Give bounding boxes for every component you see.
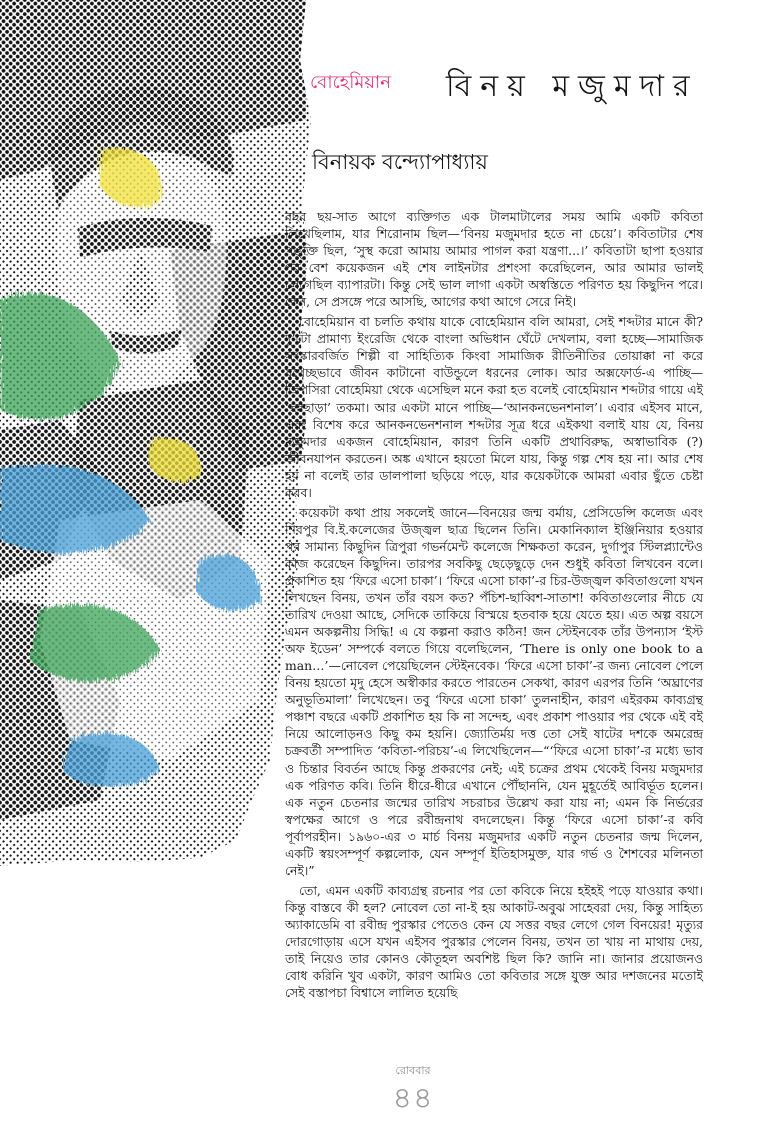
- page-number: ৪৪: [392, 1081, 434, 1116]
- paragraph-4: তো, এমন একটি কাব্যগ্রন্থ রচনার পর তো কবিকে নিয়ে হইহই পড়ে যাওয়ার কথা। কিন্তু বাস্তবে কী হল? নোবেল তো না-ই হয় আকাট-অবুঝ সাহেবরা দেয়, কিন্তু সাহিত্য অ্যাকাডেমি বা রবীন্দ্র পুরস্কার পেতেও কেন যে সত্তর বছর লেগে গেল বিনয়ের! মৃত্যুর দোরগোড়ায় এসে যখন এইসব পুরস্কার পেলেন বিনয়, তখন তা খায় না মাথায় দেয়, তাই নিয়েও তার কোনও কৌতূহল অবশিষ্ট ছিল কি? জানি না। জানার প্রয়োজনও বোধ করিনি খুব একটা, কারণ আমিও তো কবিতার সঙ্গে যুক্ত আর দশজনের মতোই সেই বস্তাপচা বিশ্বাসে লালিত হয়েছি: [285, 882, 703, 1001]
- paragraph-1: বছর ছয়-সাত আগে ব্যক্তিগত এক টালমাটালের সময় আমি একটি কবিতা লিখেছিলাম, যার শিরোনাম ছিল—‘বিনয় মজুমদার হতে না চেয়ে’। কবিতাটার শেষ পঙ্‌ক্তি ছিল, ‘সুস্থ করো আমায় আমার পাগল করা যন্ত্রণা...।’ কবিতাটা ছাপা হওয়ার পর বেশ কয়েকজন এই শেষ লাইনটার প্রশংসা করেছিলেন, আর আমার ভালই লেগেছিল ব্যাপারটা। কিন্তু সেই ভাল লাগা একটা অস্বস্তিতে পরিণত হয় কিছুদিন পরে। কেন, সে প্রসঙ্গে পরে আসছি, আগের কথা আগে সেরে নিই।: [285, 209, 703, 310]
- article-body: [285, 208, 703, 1004]
- magazine-name: রোববার: [395, 1064, 431, 1077]
- author-byline: বিনায়ক বন্দ্যোপাধ্যায়: [312, 150, 488, 174]
- paragraph-3: কয়েকটা কথা প্রায় সকলেই জানে—বিনয়ের জন্ম বর্মায়, প্রেসিডেন্সি কলেজ এবং শিবপুর বি.ই.কলেজের উজ্জ্বল ছাত্র ছিলেন তিনি। মেকানিক্যাল ইঞ্জিনিয়ার হওয়ার পর সামান্য কিছুদিন ত্রিপুরা গভর্নমেন্ট কলেজে শিক্ষকতা করেন, দুর্গাপুর স্টিলপ্ল্যান্টেও কাজ করেছেন কিছুদিন। তারপর সবকিছু ছেড়েছুড়ে দেন শুধুই কবিতা লিখবেন বলে। প্রকাশিত হয় ‘ফিরে এসো চাকা’। ‘ফিরে এসো চাকা’-র চির-উজ্জ্বল কবিতাগুলো যখন লিখছেন বিনয়, তখন তাঁর বয়স কত? পঁচিশ-ছাব্বিশ-সাতাশ! কবিতাগুলোর নীচে যে তারিখ দেওয়া আছে, সেদিকে তাকিয়ে বিস্ময়ে হতবাক হয়ে যেতে হয়। এত অল্প বয়সে এমন অকল্পনীয় সিদ্ধি! এ যে কল্পনা করাও কঠিন! জন স্টেইনবেক তাঁর উপন্যাস ‘ইস্ট অফ ইডেন’ সম্পর্কে বলতে গিয়ে বলেছিলেন, ‘There is only one book to a man…’—নোবেল পেয়েছিলেন স্টেইনবেক। ‘ফিরে এসো চাকা’-র জন্য নোবেল পেলে বিনয় হয়তো মৃদু হেসে অস্বীকার করতে পারতেন সেকথা, কারণ এরপর তিনি ‘অঘ্রাণের অনুভূতিমালা’ লিখেছেন। তবু ‘ফিরে এসো চাকা’ তুলনাহীন, কারণ এইরকম কাব্যগ্রন্থ পঞ্চাশ বছরে একটি প্রকাশিত হয় কি না সন্দেহ, এবং প্রকাশ পাওয়ার পর থেকে এই বই নিয়ে আলোড়নও কিছু কম হয়নি। জ্যোতির্ময় দত্ত তো সেই ষাটের দশকে অমরেন্দ্র চক্রবর্তী সম্পাদিত ‘কবিতা-পরিচয়’-এ লিখেছিলেন—“‘ফিরে এসো চাকা’-র মধ্যে ভাব ও চিন্তার বিবর্তন আছে কিন্তু প্রকরণের নেই; এই চক্রের প্রথম থেকেই বিনয় মজুমদার এক পরিণত কবি। তিনি ধীরে-ধীরে এখানে পৌঁছাননি, যেন মুহূর্তেই আবির্ভূত হলেন। এক নতুন চেতনার জন্মের তারিখ সচরাচর উল্লেখ করা যায় না; এমন কি নির্ভরের স্বপক্ষের আগে ও পরে রবীন্দ্রনাথ বদলেছেন। কিন্তু ‘ফিরে এসো চাকা’-র কবি পূর্বাপরহীন। ১৯৬০-এর ৩ মার্চ বিনয় মজুমদার একটি নতুন চেতনার জন্ম দিলেন, একটি স্বয়ংসম্পূর্ণ কল্পলোক, যেন সম্পূর্ণ ইতিহাসমুক্ত, যার গর্ভ ও শৈশবের মলিনতা নেই।”: [285, 504, 703, 878]
- section-kicker: বোহেমিয়ান: [310, 72, 391, 93]
- article-title: বিনয় মজুমদার: [446, 69, 699, 104]
- paragraph-2: বোহেমিয়ান বা চলতি কথায় যাকে বোহেমিয়ান বলি আমরা, সেই শব্দটার মানে কী? দু’টো প্রামাণ্য ইংরেজি থেকে বাংলা অভিধান ঘেঁটে দেখলাম, বলা হচ্ছে—সামাজিক সংস্কারবর্জিত শিল্পী বা সাহিত্যিক কিংবা সামাজিক রীতিনীতির তোয়াক্কা না করে যথেচ্ছভাবে জীবন কাটানো বাউন্ডুলে ধরনের লোক। আর অক্সফোর্ড-এ পাচ্ছি—জিপসিরা বোহেমিয়া থেকে এসেছিল মনে করা হত বলেই বোহেমিয়ান শব্দটার গায়ে এই ‘ছন্নছাড়া’ তকমা। আর একটা মানে পাচ্ছি—‘আনকনভেনশনাল’। এবার এইসব মানে, এবং বিশেষ করে আনকনভেনশনাল শব্দটার সূত্র ধরে এইকথা বলাই যায় যে, বিনয় মজুমদার একজন বোহেমিয়ান, কারণ তিনি একটি প্রথাবিরুদ্ধ, অস্বাভাবিক (?) জীবনযাপন করতেন। অঙ্ক এখানে হয়তো মিলে যায়, কিন্তু গল্প শেষ হয় না। আর শেষ হয় না বলেই তার ডালপালা ছড়িয়ে পড়ে, যার কয়েকটাকে আমরা এবার ছুঁতে চেষ্টা করব।: [285, 314, 703, 500]
